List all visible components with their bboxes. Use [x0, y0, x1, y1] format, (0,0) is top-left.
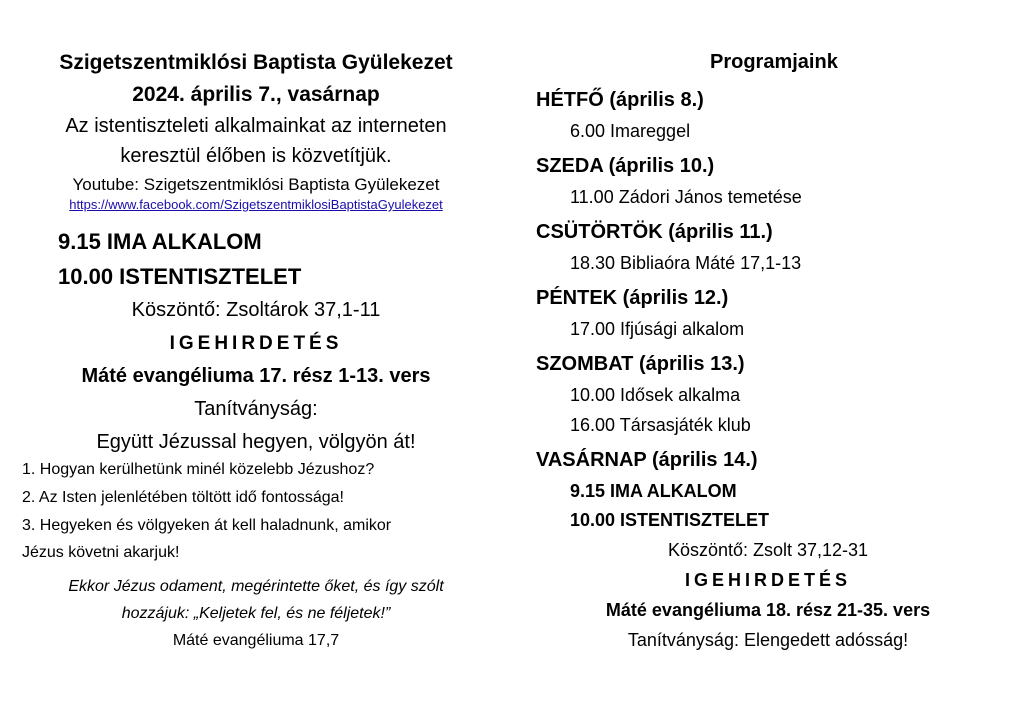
wednesday-item: 11.00 Zádori János temetése — [570, 187, 802, 207]
sermon-text: Máté evangéliuma 17. rész 1-13. vers — [81, 365, 431, 387]
friday-item: 17.00 Ifjúsági alkalom — [570, 319, 745, 339]
saturday-item-1: 10.00 Idősek alkalma — [570, 385, 741, 405]
saturday-item-2: 16.00 Társasjáték klub — [570, 415, 751, 435]
quote-line-2: hozzájuk: „Keljetek fel, és ne féljetek!” — [121, 605, 391, 622]
intro-line-2: keresztül élőben is közvetítjük. — [120, 145, 392, 167]
sunday-service: 10.00 ISTENTISZTELET — [570, 510, 770, 530]
sunday-sermon-text: Máté evangéliuma 18. rész 21-35. vers — [605, 600, 931, 620]
point-2: 2. Az Isten jelenlétében töltött idő fontossága! — [22, 489, 344, 506]
day-wednesday: SZEDA (április 10.) — [536, 155, 715, 177]
quote-reference: Máté evangéliuma 17,7 — [172, 632, 340, 649]
sunday-sermon-heading: IGEHIRDETÉS — [684, 570, 852, 590]
youtube-line: Youtube: Szigetszentmiklósi Baptista Gyülekezet — [72, 175, 440, 194]
monday-item: 6.00 Imareggel — [570, 121, 691, 141]
service-time: 10.00 ISTENTISZTELET — [58, 264, 302, 289]
sermon-heading: IGEHIRDETÉS — [169, 333, 343, 354]
theme-label: Tanítványság: — [194, 398, 318, 420]
day-friday: PÉNTEK (április 12.) — [536, 287, 729, 309]
church-name: Szigetszentmiklósi Baptista Gyülekezet — [59, 51, 453, 74]
thursday-item: 18.30 Bibliaóra Máté 17,1-13 — [570, 253, 802, 273]
greeting-line: Köszöntő: Zsoltárok 37,1-11 — [131, 299, 381, 321]
quote-line-1: Ekkor Jézus odament, megérintette őket, és így szólt — [68, 578, 444, 595]
sunday-prayer: 9.15 IMA ALKALOM — [570, 481, 737, 501]
sunday-theme: Tanítványság: Elengedett adósság! — [627, 630, 909, 650]
sunday-greeting: Köszöntő: Zsolt 37,12-31 — [667, 540, 869, 560]
day-monday: HÉTFŐ (április 8.) — [536, 89, 704, 111]
point-1: 1. Hogyan kerülhetünk minél közelebb Jézushoz? — [22, 461, 375, 478]
programs-title: Programjaink — [710, 51, 838, 73]
facebook-link[interactable]: https://www.facebook.com/SzigetszentmiklosiBaptistaGyulekezet — [69, 197, 443, 212]
day-thursday: CSÜTÖRTÖK (április 11.) — [536, 221, 773, 243]
point-3-cont: Jézus követni akarjuk! — [22, 544, 180, 561]
day-saturday: SZOMBAT (április 13.) — [536, 353, 745, 375]
day-sunday: VASÁRNAP (április 14.) — [536, 449, 758, 471]
theme-title: Együtt Jézussal hegyen, völgyön át! — [96, 431, 416, 453]
prayer-time: 9.15 IMA ALKALOM — [58, 229, 262, 254]
point-3: 3. Hegyeken és völgyeken át kell haladnunk, amikor — [22, 517, 392, 534]
date-line: 2024. április 7., vasárnap — [132, 83, 380, 106]
intro-line-1: Az istentiszteleti alkalmainkat az interneten — [65, 115, 447, 137]
